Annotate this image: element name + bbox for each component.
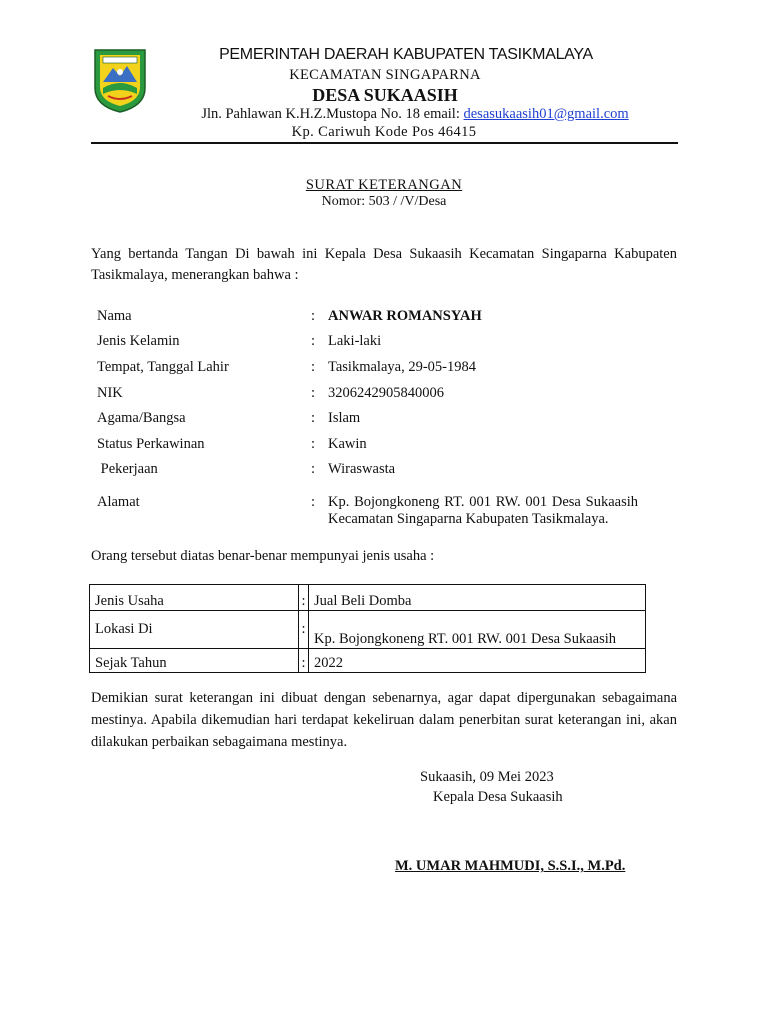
table-row <box>90 611 646 649</box>
field-value-jenis-kelamin: Laki-laki <box>328 333 382 349</box>
table-cell-text: Kp. Bojongkoneng RT. 001 RW. 001 Desa Sukaasih <box>314 631 617 647</box>
field-value-status: Kawin <box>328 436 367 452</box>
email-link[interactable]: desasukaasih01@gmail.com <box>463 106 629 122</box>
office-address <box>150 106 680 123</box>
signer-name: M. UMAR MAHMUDI, S.S.I., M.Pd. <box>395 858 626 874</box>
field-label-nik: NIK <box>97 385 123 401</box>
table-cell-label: Sejak Tahun <box>90 649 299 673</box>
business-intro: Orang tersebut diatas benar-benar mempunyai jenis usaha : <box>91 548 435 564</box>
field-value-ttl: Tasikmalaya, 29-05-1984 <box>328 359 476 375</box>
field-colon: : <box>311 385 316 401</box>
closing-paragraph: Demikian surat keterangan ini dibuat dengan sebenarnya, agar dapat dipergunakan sebagaimana mestinya. Apabila dikemudian hari terdapat kekeliruan dalam penerbitan surat keterangan ini, akan dilakukan perbaikan sebagaimana mestinya. <box>91 690 677 750</box>
table-cell-value: 2022 <box>309 649 646 673</box>
district-emblem-logo <box>91 48 149 114</box>
field-value-nama: ANWAR ROMANSYAH <box>328 308 482 324</box>
field-label-agama: Agama/Bangsa <box>97 410 186 426</box>
village-name: DESA SUKAASIH <box>312 85 458 105</box>
field-colon: : <box>311 494 316 510</box>
government-title: PEMERINTAH DAERAH KABUPATEN TASIKMALAYA <box>219 46 593 63</box>
letter-title: SURAT KETERANGAN <box>305 177 463 193</box>
field-value-pekerjaan: Wiraswasta <box>328 461 396 477</box>
table-cell-colon: : <box>299 611 309 649</box>
letter-number: Nomor: 503 / /V/Desa <box>321 194 447 209</box>
field-colon: : <box>311 308 316 324</box>
field-colon: : <box>311 359 316 375</box>
letterhead-divider <box>91 142 678 144</box>
intro-paragraph: Yang bertanda Tangan Di bawah ini Kepala Desa Sukaasih Kecamatan Singaparna Kabupaten Tasikmalaya, menerangkan bahwa : <box>91 246 677 283</box>
field-colon: : <box>311 436 316 452</box>
place-and-date: Sukaasih, 09 Mei 2023 <box>420 769 554 785</box>
table-cell-colon: : <box>299 585 309 611</box>
table-cell-value <box>309 611 646 649</box>
table-row <box>90 585 646 611</box>
field-label-status: Status Perkawinan <box>97 436 205 452</box>
field-colon: : <box>311 461 316 477</box>
field-label-pekerjaan: Pekerjaan <box>97 461 158 477</box>
field-value-nik: 3206242905840006 <box>328 385 444 401</box>
table-cell-value: Jual Beli Domba <box>309 585 646 611</box>
signer-role: Kepala Desa Sukaasih <box>433 789 563 805</box>
table-cell-label: Jenis Usaha <box>90 585 299 611</box>
table-cell-colon: : <box>299 649 309 673</box>
field-label-alamat: Alamat <box>97 494 140 510</box>
table-cell-label: Lokasi Di <box>90 611 299 649</box>
field-label-nama: Nama <box>97 308 132 324</box>
address-text: Jln. Pahlawan K.H.Z.Mustopa No. 18 email: <box>201 106 464 122</box>
business-table <box>89 584 646 673</box>
field-value-alamat: Kp. Bojongkoneng RT. 001 RW. 001 Desa Sukaasih Kecamatan Singaparna Kabupaten Tasikmalaya. <box>328 494 638 527</box>
field-colon: : <box>311 410 316 426</box>
field-label-jenis-kelamin: Jenis Kelamin <box>97 333 180 349</box>
table-row <box>90 649 646 673</box>
field-label-ttl: Tempat, Tanggal Lahir <box>97 359 229 375</box>
field-colon: : <box>311 333 316 349</box>
district-name: KECAMATAN SINGAPARNA <box>289 67 481 83</box>
field-value-agama: Islam <box>328 410 361 426</box>
postal-address: Kp. Cariwuh Kode Pos 46415 <box>291 124 477 140</box>
